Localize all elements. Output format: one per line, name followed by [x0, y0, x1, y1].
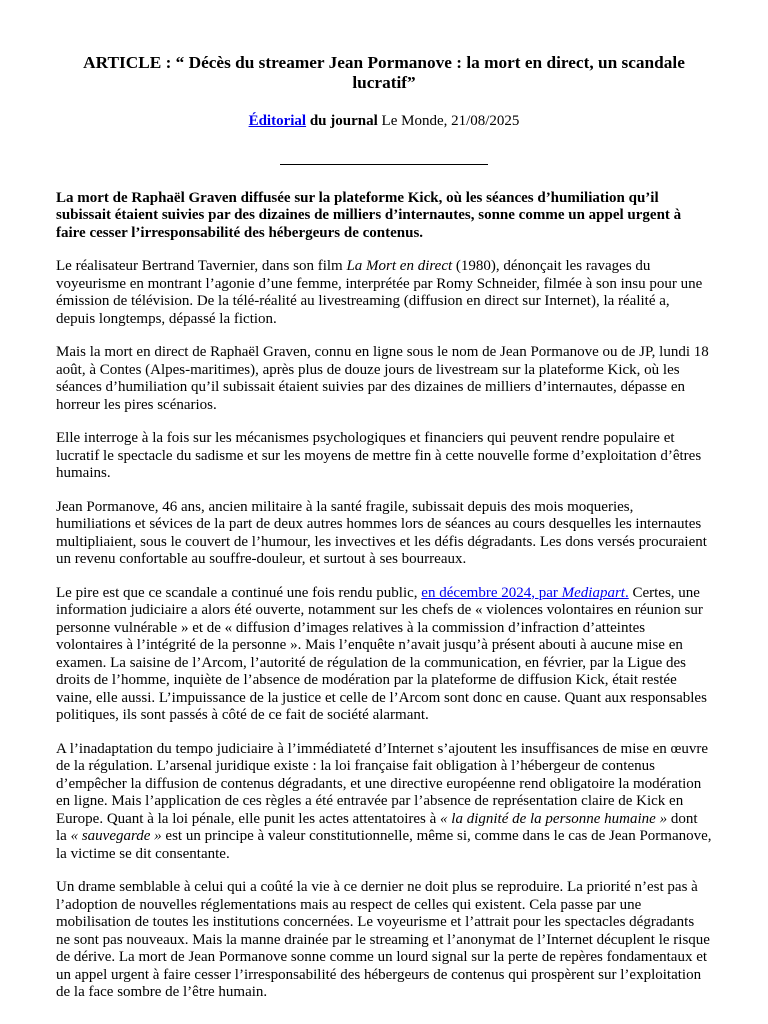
quote-dignite: « la dignité de la personne humaine »	[440, 810, 668, 827]
paragraph-2: Mais la mort en direct de Raphaël Graven, connu en ligne sous le nom de Jean Pormanove ou de JP, lundi 18 août, à Contes (Alpes-maritimes), après plus de douze jours de livestream sur la plateforme Kick, où les séances d’humiliation qu’il subissait étaient suivies par des dizaines de milliers d’internautes, dépasse en horreur les pires scénarios.	[56, 344, 709, 413]
paragraph-6-text-b: dont la	[56, 810, 698, 844]
separator-line	[280, 164, 488, 165]
quote-sauvegarde: « sauvegarde »	[70, 828, 162, 844]
film-title: La Mort en direct	[346, 258, 453, 274]
paragraph-5-text-a: Le pire est que ce scandale a continué une fois rendu public,	[56, 584, 422, 601]
paragraph-4: Jean Pormanove, 46 ans, ancien militaire à la santé fragile, subissait depuis des mois moqueries, humiliations et sévices de la part de deux autres hommes lors de séances au cours desquelles les internautes multipliaient, sous le couvert de l’humour, les invectives et les défis dégradants. Les dons versés procuraient un revenu confortable au souffre-douleur, et surtout à ses bourreaux.	[56, 498, 707, 567]
editorial-link[interactable]: Éditorial	[248, 113, 307, 129]
paragraph-6-text-a: A l’inadaptation du tempo judiciaire à l’immédiateté d’Internet s’ajoutent les insuffisances de mise en œuvre de la régulation. L’arsenal juridique existe : la loi française fait obligation à l’hébergeur de contenus d’empêcher la diffusion de contenus dégradants, et une directive européenne rend obligatoire la modération en ligne. Mais l’application de ces règles a été entravée par l’absence de représentation claire de Kick en Europe. Quant à la loi pénale, elle punit les actes attentatoires à	[56, 740, 709, 827]
paragraph-7: Un drame semblable à celui qui a coûté la vie à ce dernier ne doit plus se reproduire. La priorité n’est pas à l’adoption de nouvelles réglementations mais au respect de celles qui existent. Cela passe par une mobilisation de toutes les institutions concernées. Le voyeurisme et l’attrait pour les spectacles dégradants ne sont pas nouveaux. Mais la manne drainée par le streaming et l’anonymat de l’Internet décuplent le risque de dérive. La mort de Jean Pormanove sonne comme un lourd signal sur la perte de repères fondamentaux et un appel urgent à faire cesser l’irresponsabilité des hébergeurs de contenus qui prospèrent sur l’exploitation de la face sombre de l’être humain.	[56, 879, 710, 1000]
paragraph-1	[56, 258, 712, 328]
mediapart-link-text: en décembre 2024, par	[421, 584, 562, 601]
mediapart-link[interactable]	[421, 585, 628, 601]
paragraph-1-text-b: (1980), dénonçait les ravages du voyeurisme en montrant l’agonie d’une femme, interprétée par Romy Schneider, filmée à son insu pour une émission de télévision. De la télé-réalité au livestreaming (diffusion en direct sur Internet), la réalité a, depuis longtemps, dépassé la fiction.	[56, 258, 703, 327]
article-lead: La mort de Raphaël Graven diffusée sur la plateforme Kick, où les séances d’humiliation qu’il subissait étaient suivies par des dizaines de milliers d’internautes, sonne comme un appel urgent à faire cesser l’irresponsabilité des hébergeurs de contenus.	[56, 189, 682, 241]
paragraph-6	[56, 741, 712, 864]
mediapart-link-end: .	[624, 584, 629, 601]
paragraph-5-text-b: Certes, une information judiciaire a alors été ouverte, notamment sur les chefs de « violences volontaires en réunion sur personne vulnérable » et de « diffusion d’images relatives à la commission d’infraction d’atteintes volontaires à l’intégrité de la personne ». Mais l’enquête n’avait jusqu’à présent abouti à aucune mise en examen. La saisine de l’Arcom, l’autorité de régulation de la communication, en février, par la Ligue des droits de l’homme, inquiète de l’absence de modération par la plateforme de diffusion Kick, était restée vaine, elle aussi. L’impuissance de la justice et celle de l’Arcom sont donc en cause. Quant aux responsables politiques, ils sont passés à côté de ce fait de société alarmant.	[56, 584, 707, 723]
paragraph-1-text-a: Le réalisateur Bertrand Tavernier, dans son film	[56, 258, 347, 274]
paragraph-5	[56, 585, 712, 725]
mediapart-link-source: Mediapart	[561, 584, 625, 601]
byline	[56, 113, 712, 131]
paragraph-3: Elle interroge à la fois sur les mécanismes psychologiques et financiers qui peuvent rendre populaire et lucratif le spectacle du sadisme et sur les moyens de mettre fin à cette nouvelle forme d’exploitation d’êtres humains.	[56, 430, 702, 481]
byline-middle: du journal	[309, 113, 378, 129]
byline-source-date: Le Monde, 21/08/2025	[381, 113, 520, 129]
article-title: ARTICLE : “ Décès du streamer Jean Pormanove : la mort en direct, un scandale lucratif”	[83, 53, 685, 92]
paragraph-6-text-c: est un principe à valeur constitutionnelle, même si, comme dans le cas de Jean Pormanove, la victime se dit consentante.	[56, 828, 712, 862]
